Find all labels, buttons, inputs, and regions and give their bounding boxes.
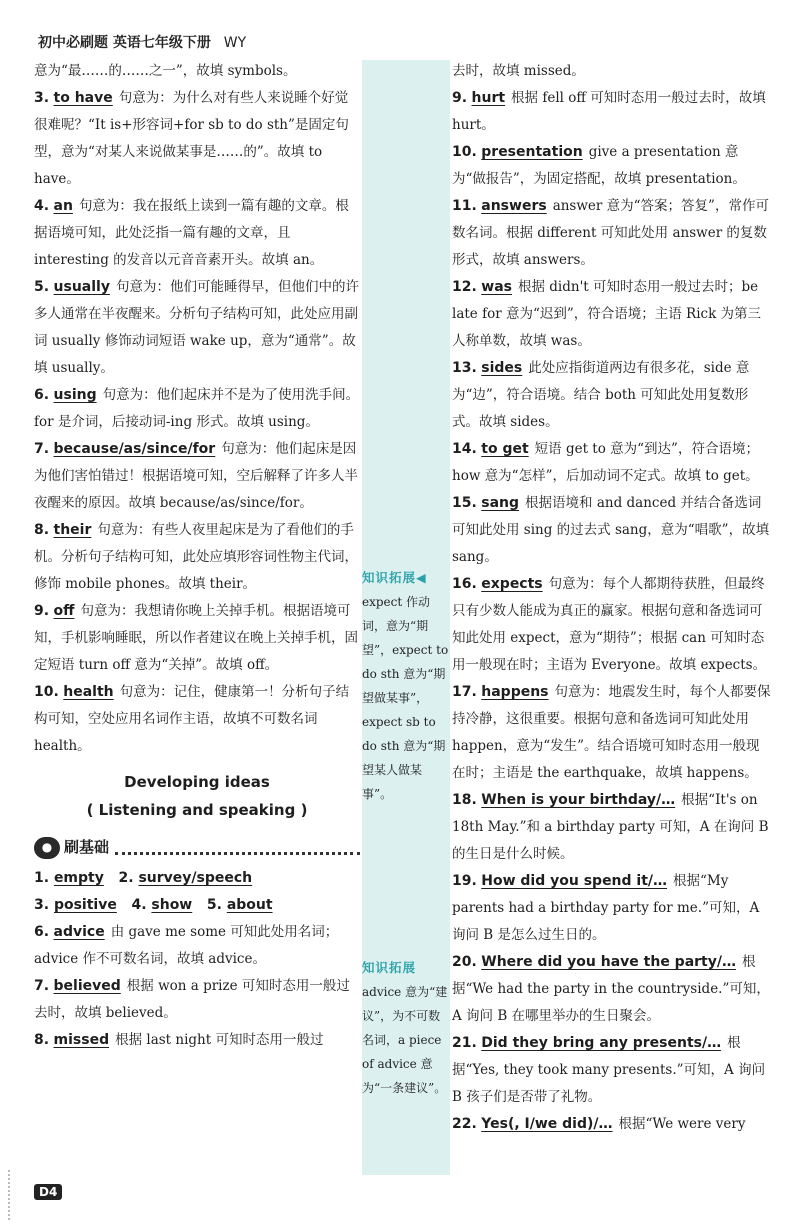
entry-answer: their: [53, 522, 92, 538]
entry-explanation: 句意为：为什么对有些人来说睡个好觉很难呢？“It is+形容词+for sb to do sth”是固定句型，意为“对某人来说做某事是……的”。故填 to have。: [34, 90, 349, 187]
page-number: D4: [34, 1184, 62, 1200]
entry-number: 15.: [452, 495, 477, 511]
note-text: advice 意为“建议”，为不可数名词，a piece of advice 意为“一条建议”。: [362, 985, 448, 1095]
entry-answer: How did you spend it/…: [481, 873, 668, 889]
entry-explanation: 由 gave me some 可知此处用名词；advice 作不可数名词，故填 advice。: [34, 924, 339, 967]
entry-answer: expects: [481, 576, 543, 592]
entry-number: 17.: [452, 684, 477, 700]
entry-explanation: 根据“My parents had a birthday party for me.”可知，A 询问 B 是怎么过生日的。: [452, 873, 760, 943]
answer-entry: [452, 1111, 772, 1138]
entry-number: 10.: [452, 144, 477, 160]
answer-entry: [34, 973, 360, 1027]
basics-badge-icon: ●: [34, 837, 60, 859]
entry-explanation: 句意为：每个人都期待获胜，但最终只有少数人能成为真正的赢家。根据句意和备选词可知此处用 expect，意为“期待”；根据 can 可知时态用一般现在时；主语为 Everyone。故填 expects。: [452, 576, 767, 673]
answer-entry: [452, 868, 772, 949]
answer-entry: [34, 85, 360, 193]
answer-entry: [452, 355, 772, 436]
entry-explanation: 根据“We had the party in the countryside.”可知，A 询问 B 在哪里举办的生日聚会。: [452, 954, 770, 1024]
answer-entry: [34, 58, 360, 85]
note-title: 知识拓展◀: [362, 570, 427, 585]
entry-number: 7.: [34, 441, 50, 457]
entry-number: 6.: [34, 924, 50, 940]
answer-entry: [452, 274, 772, 355]
entry-number: 13.: [452, 360, 477, 376]
entry-answer: missed: [53, 1032, 110, 1048]
entry-explanation: 去时，故填 missed。: [452, 63, 585, 79]
header-title: 初中必刷题 英语七年级下册: [38, 35, 211, 51]
answer-entry: [34, 679, 360, 760]
header-hint: WY: [223, 35, 247, 51]
answer-entry: [34, 919, 360, 973]
entry-explanation: 句意为：他们起床是因为他们害怕错过！根据语境可知，空后解释了许多人半夜醒来的原因。故填 because/as/since/for。: [34, 441, 358, 511]
entry-explanation: 根据语境和 and danced 并结合备选词可知此处用 sing 的过去式 sang，意为“唱歌”，故填 sang。: [452, 495, 770, 565]
answer-entry: [34, 598, 360, 679]
entry-answer: sang: [481, 495, 520, 511]
footer: [34, 1184, 62, 1200]
basics-label: 刷基础: [64, 838, 110, 856]
answer-entry: [34, 1027, 360, 1054]
entry-explanation: 此处应指街道两边有很多花，side 意为“边”，符合语境。结合 both 可知此处用复数形式。故填 sides。: [452, 360, 750, 430]
note-title: 知识拓展: [362, 960, 417, 975]
answer-entry: [34, 382, 360, 436]
entry-number: 4.: [34, 198, 50, 214]
answer-entry: [452, 58, 772, 85]
entry-number: 16.: [452, 576, 477, 592]
entry-explanation: 根据“Yes, they took many presents.”可知，A 询问 B 孩子们是否带了礼物。: [452, 1035, 766, 1105]
left-answer-list: [34, 58, 360, 760]
basics-line-2: 3. positive 4. show 5. about: [34, 897, 273, 913]
entry-explanation: 根据 didn't 可知时态用一般过去时；be late for 意为“迟到”，符合语境；主语 Rick 为第三人称单数，故填 was。: [452, 279, 762, 349]
entry-explanation: 根据 won a prize 可知时态用一般过去时，故填 believed。: [34, 978, 350, 1021]
entry-answer: Yes(, I/we did)/…: [481, 1116, 613, 1132]
answer-entry: [452, 490, 772, 571]
entry-number: 22.: [452, 1116, 477, 1132]
entry-explanation: answer 意为“答案；答复”，常作可数名词。根据 different 可知此处用 answer 的复数形式，故填 answers。: [452, 198, 769, 268]
entry-number: 20.: [452, 954, 477, 970]
entry-number: 6.: [34, 387, 50, 403]
entry-answer: hurt: [471, 90, 506, 106]
entry-answer: presentation: [481, 144, 583, 160]
entry-answer: Where did you have the party/…: [481, 954, 736, 970]
answer-entry: [452, 436, 772, 490]
entry-number: 11.: [452, 198, 477, 214]
entry-answer: answers: [481, 198, 547, 214]
left-answer-list-2: [34, 919, 360, 1054]
knowledge-note-advice: [362, 956, 452, 1100]
dotted-divider: [115, 840, 360, 855]
basics-line-1: 1. empty 2. survey/speech: [34, 870, 253, 886]
answer-entry: [34, 193, 360, 274]
entry-answer: because/as/since/for: [53, 441, 216, 457]
entry-answer: usually: [53, 279, 110, 295]
entry-number: 19.: [452, 873, 477, 889]
entry-explanation: 根据“We were very: [618, 1116, 746, 1132]
entry-explanation: 句意为：我想请你晚上关掉手机。根据语境可知，手机影响睡眠，所以作者建议在晚上关掉手机，固定短语 turn off 意为“关掉”。故填 off。: [34, 603, 358, 673]
answer-entry: [452, 193, 772, 274]
entry-number: 7.: [34, 978, 50, 994]
entry-answer: was: [481, 279, 512, 295]
basics-heading: [34, 834, 360, 861]
entry-explanation: 短语 get to 意为“到达”，符合语境；how 意为“怎样”，后加动词不定式。故填 to get。: [452, 441, 759, 484]
answer-entry: [452, 787, 772, 868]
right-answer-list: [452, 58, 772, 1138]
entry-number: 8.: [34, 1032, 50, 1048]
entry-explanation: 句意为：他们可能睡得早，但他们中的许多人通常在半夜醒来。分析句子结构可知，此处应用副词 usually 修饰动词短语 wake up，意为“通常”。故填 usually。: [34, 279, 359, 376]
entry-number: 14.: [452, 441, 477, 457]
knowledge-note-expect: [362, 566, 452, 806]
answer-entry: [452, 949, 772, 1030]
entry-answer: to get: [481, 441, 529, 457]
entry-number: 3.: [34, 90, 50, 106]
note-text: expect 作动词，意为“期望”，expect to do sth 意为“期望做某事”，expect sb to do sth 意为“期望某人做某事”。: [362, 595, 449, 801]
entry-answer: to have: [53, 90, 113, 106]
answer-entry: [34, 517, 360, 598]
entry-answer: sides: [481, 360, 523, 376]
entry-explanation: 句意为：地震发生时，每个人都要保持冷静，这很重要。根据句意和备选词可知此处用 happen，意为“发生”。结合语境可知时态用一般现在时；主语是 the earthquake，故填 happens。: [452, 684, 771, 781]
answer-entry: [34, 436, 360, 517]
entry-answer: When is your birthday/…: [481, 792, 676, 808]
entry-explanation: 句意为：记住，健康第一！分析句子结构可知，空处应用名词作主语，故填不可数名词 health。: [34, 684, 350, 754]
answer-entry: [452, 85, 772, 139]
entry-answer: happens: [481, 684, 549, 700]
entry-answer: using: [53, 387, 97, 403]
entry-answer: believed: [53, 978, 121, 994]
entry-explanation: 根据“It's on 18th May.”和 a birthday party 可知，A 在询问 B 的生日是什么时候。: [452, 792, 769, 862]
entry-explanation: 句意为：我在报纸上读到一篇有趣的文章。根据语境可知，此处泛指一篇有趣的文章，且 interesting 的发音以元音音素开头。故填 an。: [34, 198, 349, 268]
entry-answer: off: [53, 603, 75, 619]
entry-explanation: 根据 last night 可知时态用一般过: [115, 1032, 324, 1048]
answer-entry: [452, 1030, 772, 1111]
page-header: [38, 32, 246, 52]
entry-answer: advice: [53, 924, 105, 940]
answer-entry: [452, 571, 772, 679]
entry-explanation: 句意为：有些人夜里起床是为了看他们的手机。分析句子结构可知，此处应填形容词性物主代词，修饰 mobile phones。故填 their。: [34, 522, 358, 592]
entry-explanation: 意为“最……的……之一”，故填 symbols。: [34, 63, 297, 79]
entry-answer: an: [53, 198, 73, 214]
left-column: [34, 58, 360, 1054]
entry-number: 5.: [34, 279, 50, 295]
entry-number: 12.: [452, 279, 477, 295]
answer-entry: [34, 274, 360, 382]
entry-number: 18.: [452, 792, 477, 808]
entry-number: 21.: [452, 1035, 477, 1051]
entry-number: 9.: [34, 603, 50, 619]
answer-entry: [452, 139, 772, 193]
section-subtitle: ( Listening and speaking ): [86, 801, 308, 819]
section-title: Developing ideas: [124, 773, 270, 791]
entry-number: 8.: [34, 522, 50, 538]
right-column: [452, 58, 772, 1138]
entry-number: 9.: [452, 90, 468, 106]
entry-answer: Did they bring any presents/…: [481, 1035, 722, 1051]
corner-mark: [8, 1170, 32, 1220]
entry-answer: health: [63, 684, 114, 700]
entry-explanation: 句意为：他们起床并不是为了使用洗手间。for 是介词，后接动词-ing 形式。故填 using。: [34, 387, 360, 430]
entry-explanation: give a presentation 意为“做报告”，为固定搭配，故填 presentation。: [452, 144, 746, 187]
entry-number: 10.: [34, 684, 59, 700]
answer-entry: [452, 679, 772, 787]
entry-explanation: 根据 fell off 可知时态用一般过去时，故填 hurt。: [452, 90, 766, 133]
